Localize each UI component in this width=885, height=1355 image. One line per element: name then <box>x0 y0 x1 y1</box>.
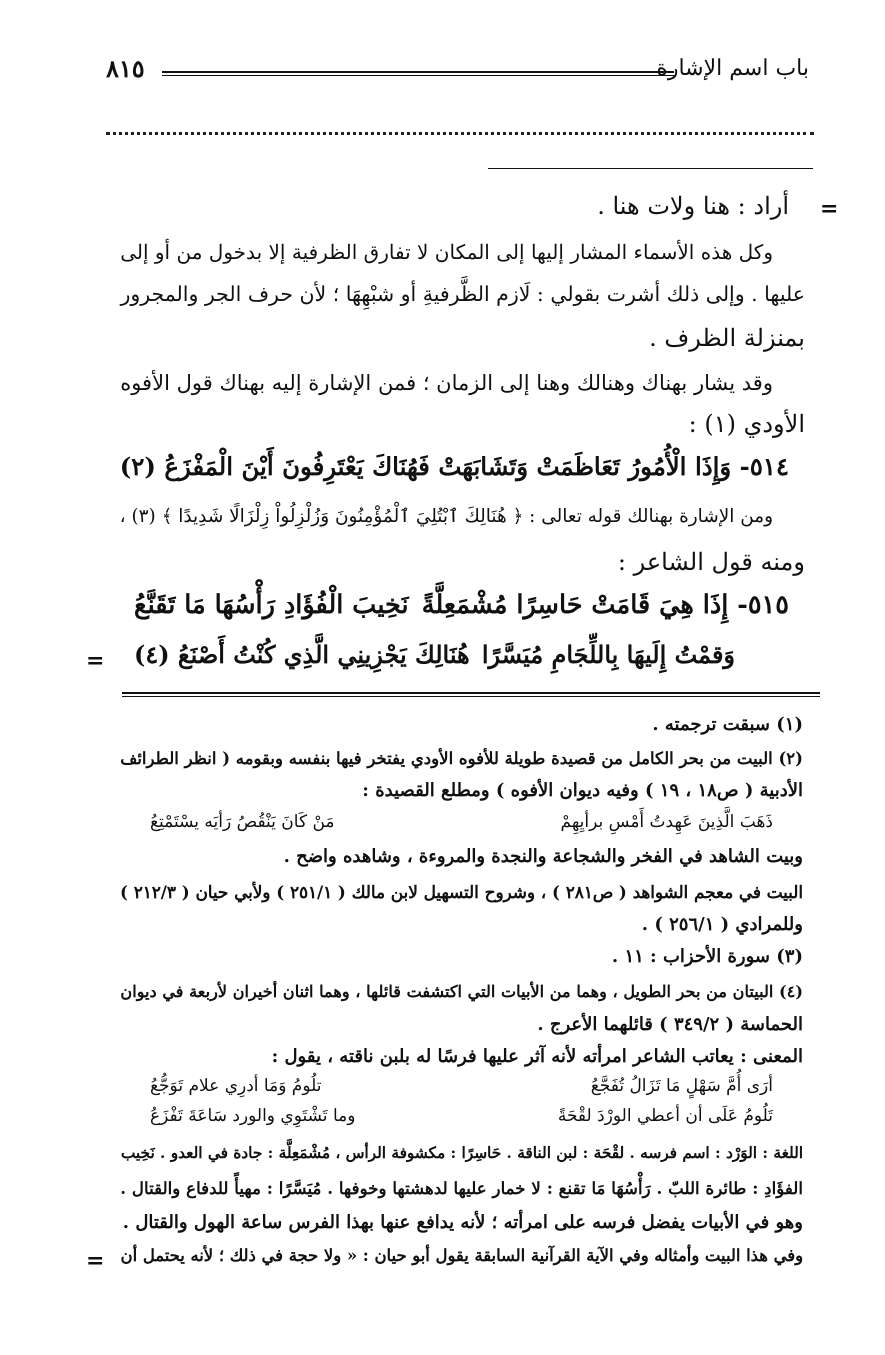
footnote-1: (١) سبقت ترجمته . <box>652 714 803 735</box>
footnote-4-line: وهو في الأبيات يفضل فرسه على امرأته ؛ لأنه يدافع عنها بهذا الفرس ساعة الهول والقتال . <box>122 1212 803 1233</box>
dotted-separator <box>106 132 814 135</box>
verse-hemistich: ذَهَبَ الَّذِينَ عَهِدتُ أَمْسِ برأيِهِمْ <box>560 812 773 832</box>
paragraph-line: ومن الإشارة بهنالك قوله تعالى : ﴿ هُنَالِكَ ٱبْتُلِيَ ٱلْمُؤْمِنُونَ وَزُلْزِلُواْ زِلْزَالًا شَدِيدًا ﴾ (٣) ، <box>119 506 773 527</box>
footnote-2-verse <box>150 812 773 832</box>
verse-hemistich: مَنْ كَانَ يَنْقُصُ رَأيَه يسْتَمْتِعُ <box>150 812 335 832</box>
paragraph-line: بمنزلة الظرف . <box>649 324 805 352</box>
paragraph-line: عليها . وإلى ذلك أشرت بقولي : لَازم الظَّرفيةِ أو شبْهِهَا ؛ لأن حرف الجر والمجرور <box>120 282 805 306</box>
footnote-2-line: الأدبية ( ص١٨ ، ١٩ ) وفيه ديوان الأفوه ) ومطلع القصيدة : <box>362 780 803 801</box>
footnote-3: (٣) سورة الأحزاب : ١١ . <box>611 946 803 967</box>
verse-hemistich: تَلُومُ عَلَى أن أعطي الورْدَ لقْحَةً <box>557 1106 773 1126</box>
continuation-mark-top: = <box>820 196 839 222</box>
page-number: ٨١٥ <box>106 54 145 83</box>
footnote-4-line: اللغة : الوَرْد : اسم فرسه . لقْحَة : لبن الناقة . حَاسِرًا : مكشوفة الرأس ، مُشْمَعِلَّة : جادة في العدو . نَخِيب <box>120 1144 803 1162</box>
verse-hemistich: نَخِيبَ الْفُؤَادِ رَأْسُهَا مَا تَقَنَّعُ <box>134 590 409 620</box>
footnote-4-line: الحماسة ( ٣٤٩/٢ ) قائلهما الأعرج . <box>537 1014 803 1035</box>
footnote-4-line: الفؤَادِ : طائرة اللبّ . رَأْسُهَا مَا تقنع : لا خمار عليها لدهشتها وخوفها . مُيَسَّرًا : مهيأً للدفاع والقتال . <box>120 1178 803 1198</box>
continuation-mark-bottom: = <box>86 1248 105 1274</box>
paragraph-line: وقد يشار بهناك وهنالك وهنا إلى الزمان ؛ فمن الإشارة إليه بهناك قول الأفوه <box>120 370 773 395</box>
verse-hemistich: هُنَالِكَ يَجْزِينِي الَّذِي كُنْتُ أَصْنَعُ (٤) <box>134 640 470 669</box>
verse-514: ٥١٤- وَإِذَا الْأُمُورُ تَعَاظَمَتْ وَتَشَابَهَتْ فَهُنَاكَ يَعْتَرِفُونَ أَيْنَ الْمَفْزَعُ (٢) <box>119 452 789 481</box>
paragraph-line: أراد : هنا ولات هنا . <box>597 192 789 220</box>
verse-hemistich: وَقمْتُ إِلَيهَا بِاللِّجَامِ مُيَسَّرًا <box>481 640 735 669</box>
paragraph-line: وكل هذه الأسماء المشار إليها إلى المكان لا تفارق الظرفية إلا بدخول من أو إلى <box>120 240 773 264</box>
footnote-2-line: وبيت الشاهد في الفخر والشجاعة والنجدة والمروءة ، وشاهده واضح . <box>283 846 803 867</box>
footnotes-rule <box>122 692 820 697</box>
footnote-4-verse-2 <box>150 1106 773 1126</box>
footnote-4-line: المعنى : يعاتب الشاعر امرأته لأنه آثر عليها فرسًا له بلبن ناقته ، يقول : <box>271 1046 803 1067</box>
footnote-2-line: (٢) البيت من بحر الكامل من قصيدة طويلة للأفوه الأودي يفتخر فيها بنفسه وبقومه ( انظر الطرائف <box>120 748 803 768</box>
verse-hemistich: تلُومُ وَمَا أدرِي علام تَوَجُّعُ <box>150 1076 322 1096</box>
verse-hemistich: أرَى أُمَّ سَهْلٍ مَا تَزَالُ تُفَجَّعُ <box>590 1076 773 1096</box>
footnote-4-line: وفي هذا البيت وأمثاله وفي الآية القرآنية السابقة يقول أبو حيان : « ولا حجة في ذلك ؛ لأنه يحتمل أن <box>120 1246 803 1265</box>
verse-515-line-2 <box>134 640 735 669</box>
footnote-2-line: وللمرادي ( ٢٥٦/١ ) . <box>641 914 803 935</box>
header-rule <box>162 71 674 76</box>
paragraph-line: ومنه قول الشاعر : <box>617 548 805 576</box>
paragraph-line: الأودي (١) : <box>688 410 805 438</box>
footnote-4-line: (٤) البيتان من بحر الطويل ، وهما من الأبيات التي اكتشفت قائلها ، وهما اثنان أخيران لأربعة في ديوان <box>120 982 803 1001</box>
running-header-title: باب اسم الإشارة <box>656 56 809 81</box>
verse-515-line-1 <box>134 590 789 620</box>
continuation-mark-verse: = <box>86 648 105 674</box>
footnote-2-line: البيت في معجم الشواهد ( ص٢٨١ ) ، وشروح التسهيل لابن مالك ( ٢٥١/١ ) ولأبي حيان ( ٢١٢/٣ ) <box>120 882 803 902</box>
footnote-separator-rule <box>488 168 813 169</box>
verse-hemistich: ٥١٥- إِذَا هِيَ قَامَتْ حَاسِرًا مُشْمَعِلَّةً <box>421 590 789 620</box>
footnote-4-verse-1 <box>150 1076 773 1096</box>
verse-hemistich: وما تَشْتَوِي والورد سَاعَةَ تَفْزَعُ <box>150 1106 356 1126</box>
